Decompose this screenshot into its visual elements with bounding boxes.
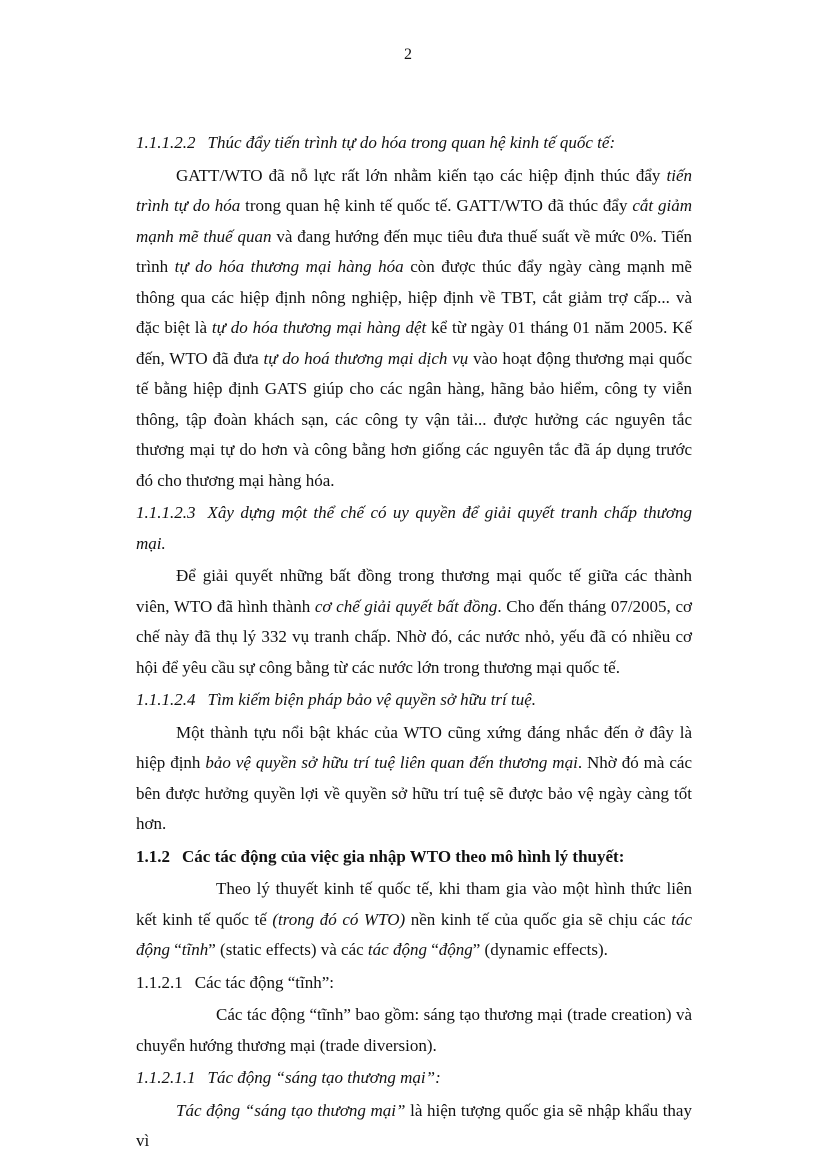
italic-text: cơ chế giải quyết bất đồng — [314, 596, 498, 616]
text-run: . Cho đến tháng 07/2005, cơ chế này đã thụ lý 332 vụ tranh chấp. Nhờ đó, các nước nhỏ, yếu đã có nhiều cơ hội để yêu cầu sự công bằng từ các nước lớn trong thương mại quốc tế. — [136, 596, 692, 677]
section-heading — [136, 1063, 692, 1094]
text-run: . Nhờ đó mà các bên được hưởng quyền lợi về quyền sở hữu trí tuệ sẽ được bảo vệ ngày càng tốt hơn. — [136, 753, 692, 833]
paragraph — [136, 161, 692, 497]
paragraph — [136, 561, 692, 683]
text-run: còn được thúc đẩy ngày càng mạnh mẽ thông qua các hiệp định nông nghiệp, hiệp định về TBT, cắt giảm trợ cấp... và đặc biệt là — [136, 257, 692, 337]
italic-text: tự do hoá thương mại dịch vụ — [263, 348, 469, 368]
section-heading — [136, 842, 692, 873]
section-title: Các tác động “tĩnh”: — [194, 972, 335, 992]
italic-text: tác động — [136, 909, 692, 959]
text-run: GATT/WTO đã nỗ lực rất lớn nhằm kiến tạo các hiệp định thúc đẩy — [176, 165, 667, 185]
section-number: 1.1.1.2.4 — [136, 690, 196, 709]
section-number: 1.1.1.2.2 — [136, 133, 196, 152]
paragraph — [136, 1096, 692, 1157]
text-run: “ — [170, 940, 182, 959]
text-run: Một thành tựu nổi bật khác của WTO cũng xứng đáng nhắc đến ở đây là hiệp định — [136, 722, 692, 772]
section-title: Tác động “sáng tạo thương mại”: — [207, 1068, 441, 1087]
italic-text: tự do hóa thương mại hàng hóa — [174, 257, 404, 276]
section-heading — [136, 128, 692, 159]
italic-text: tĩnh — [181, 940, 209, 959]
section-heading — [136, 685, 692, 716]
text-run: ” (dynamic effects). — [472, 940, 608, 959]
italic-text: tiến trình tự do hóa — [136, 165, 692, 215]
text-run: là hiện tượng quốc gia sẽ nhập khẩu thay vì — [136, 1100, 692, 1150]
text-run: vào hoạt động thương mại quốc tế bằng hiệp định GATS giúp cho các ngân hàng, hãng bảo hiểm, công ty viễn thông, tập đoàn khách sạn, các công ty vận tải... được hưởng các nguyên tắc thương mại tự do hơn và công bằng hơn giống các nguyên tắc đã áp dụng trước đó cho thương mại hàng hóa. — [136, 348, 692, 490]
section-heading — [136, 968, 692, 999]
section-heading — [136, 498, 692, 559]
text-run: kể từ ngày 01 tháng 01 năm 2005. Kế đến, WTO đã đưa — [136, 318, 692, 368]
text-run: Theo lý thuyết kinh tế quốc tế, khi tham gia vào một hình thức liên kết kinh tế quốc tế — [136, 879, 692, 929]
paragraph — [136, 874, 692, 966]
italic-text: động — [438, 940, 473, 959]
section-number: 1.1.2 — [136, 846, 170, 866]
section-title: Xây dựng một thể chế có uy quyền để giải quyết tranh chấp thương mại. — [136, 503, 692, 553]
italic-text: (trong đó có WTO) — [272, 909, 406, 929]
italic-text: tác động — [367, 940, 427, 959]
document-body — [136, 128, 692, 1157]
text-run: Để giải quyết những bất đồng trong thương mại quốc tế giữa các thành viên, WTO đã hình thành — [136, 566, 692, 616]
italic-text: cắt giảm mạnh mẽ thuế quan — [136, 196, 692, 246]
text-run: và đang hướng đến mục tiêu đưa thuế suất về mức 0%. Tiến trình — [136, 226, 692, 276]
italic-text: Tác động “sáng tạo thương mại” — [176, 1100, 406, 1120]
section-title: Tìm kiếm biện pháp bảo vệ quyền sở hữu trí tuệ. — [207, 690, 537, 709]
italic-text: tự do hóa thương mại hàng dệt — [211, 318, 427, 337]
section-number: 1.1.1.2.3 — [136, 503, 196, 522]
section-number: 1.1.2.1 — [136, 972, 183, 992]
text-run: trong quan hệ kinh tế quốc tế. GATT/WTO đã thúc đẩy — [240, 196, 633, 215]
text-run: ” (static effects) và các — [208, 940, 368, 959]
section-number: 1.1.2.1.1 — [136, 1068, 196, 1087]
section-title: Các tác động của việc gia nhập WTO theo mô hình lý thuyết: — [182, 846, 625, 866]
text-run: Các tác động “tĩnh” bao gồm: sáng tạo thương mại (trade creation) và chuyển hướng thương mại (trade diversion). — [136, 1005, 692, 1055]
page-number: 2 — [404, 46, 412, 63]
section-title: Thúc đẩy tiến trình tự do hóa trong quan hệ kinh tế quốc tế: — [207, 133, 616, 152]
paragraph — [136, 1000, 692, 1061]
text-run: nền kinh tế của quốc gia sẽ chịu các — [405, 909, 672, 929]
italic-text: bảo vệ quyền sở hữu trí tuệ liên quan đến thương mại — [205, 753, 578, 772]
text-run: “ — [426, 940, 439, 959]
paragraph — [136, 718, 692, 840]
